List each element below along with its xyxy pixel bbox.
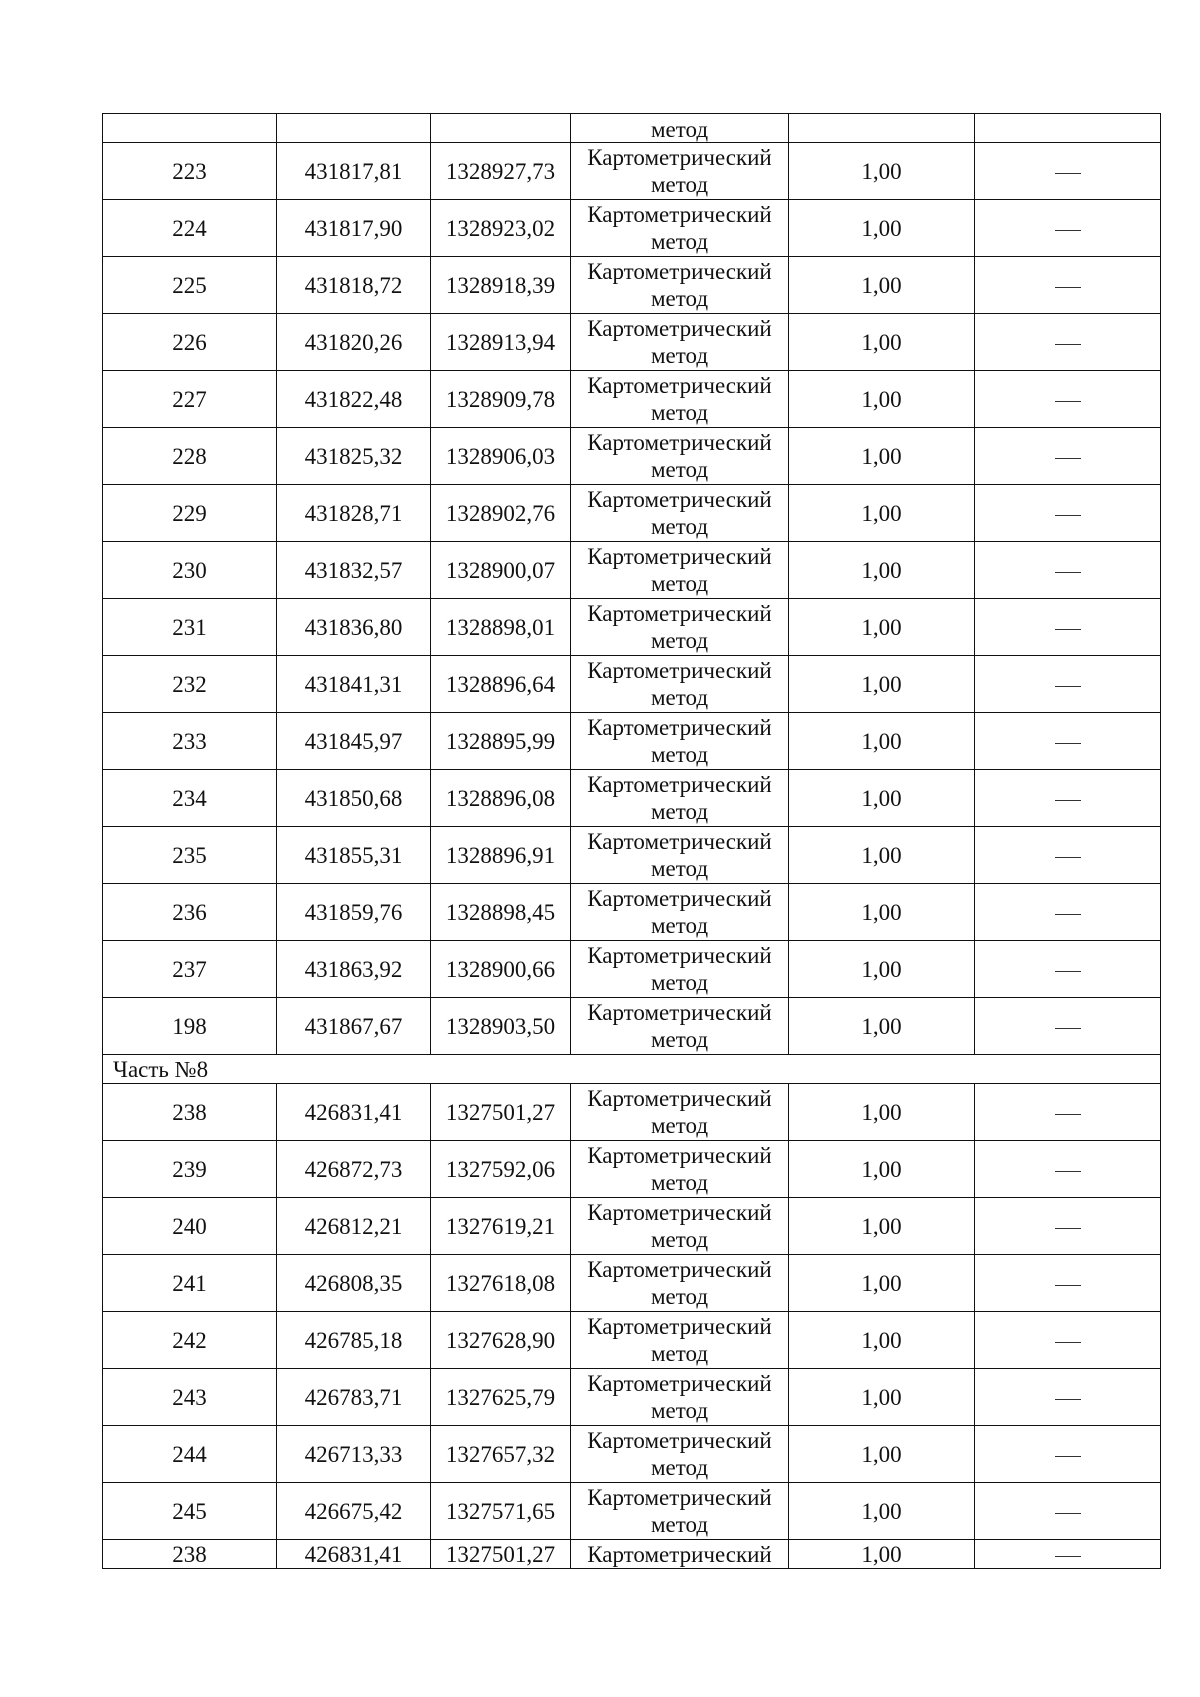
x-coordinate-cell: 431828,71 (277, 485, 431, 542)
point-number-cell: 198 (103, 998, 277, 1055)
y-coordinate-cell (431, 114, 571, 143)
description-cell (975, 1255, 1161, 1312)
method-line-1: Картометрический (587, 259, 772, 284)
point-number-cell: 230 (103, 542, 277, 599)
accuracy-cell: 1,00 (789, 1426, 975, 1483)
y-coordinate-cell: 1327592,06 (431, 1141, 571, 1198)
table-row (103, 314, 1161, 371)
x-coordinate-cell: 431836,80 (277, 599, 431, 656)
method-cell (571, 1198, 789, 1255)
y-coordinate-cell: 1328902,76 (431, 485, 571, 542)
point-number-cell: 239 (103, 1141, 277, 1198)
method-cell (571, 1141, 789, 1198)
x-coordinate-cell: 431855,31 (277, 827, 431, 884)
x-coordinate-cell: 431818,72 (277, 257, 431, 314)
x-coordinate-cell: 431863,92 (277, 941, 431, 998)
dash-mark (1055, 1171, 1081, 1172)
method-line-1: Картометрический (587, 658, 772, 683)
accuracy-cell: 1,00 (789, 1483, 975, 1540)
x-coordinate-cell: 431859,76 (277, 884, 431, 941)
method-line-1: Картометрический (587, 601, 772, 626)
point-number-cell: 238 (103, 1084, 277, 1141)
y-coordinate-cell: 1328896,08 (431, 770, 571, 827)
method-line-2: метод (650, 1512, 709, 1537)
y-coordinate-cell: 1328900,07 (431, 542, 571, 599)
y-coordinate-cell: 1327625,79 (431, 1369, 571, 1426)
method-cell (571, 884, 789, 941)
table-row (103, 770, 1161, 827)
method-line-1: Картометрический (587, 1314, 772, 1339)
accuracy-cell: 1,00 (789, 599, 975, 656)
accuracy-cell: 1,00 (789, 485, 975, 542)
point-number-cell: 234 (103, 770, 277, 827)
accuracy-cell: 1,00 (789, 1255, 975, 1312)
y-coordinate-cell: 1327501,27 (431, 1540, 571, 1569)
y-coordinate-cell: 1328903,50 (431, 998, 571, 1055)
y-coordinate-cell: 1328896,91 (431, 827, 571, 884)
x-coordinate-cell: 426675,42 (277, 1483, 431, 1540)
method-line-2: метод (650, 742, 709, 767)
method-line-2: метод (650, 286, 709, 311)
dash-mark (1055, 1114, 1081, 1115)
y-coordinate-cell: 1328895,99 (431, 713, 571, 770)
accuracy-cell (789, 114, 975, 143)
table-row (103, 998, 1161, 1055)
x-coordinate-cell: 426831,41 (277, 1540, 431, 1569)
dash-mark (1055, 230, 1081, 231)
accuracy-cell: 1,00 (789, 1540, 975, 1569)
x-coordinate-cell: 431825,32 (277, 428, 431, 485)
method-cell (571, 314, 789, 371)
method-line-1: Картометрический (587, 202, 772, 227)
method-cell (571, 371, 789, 428)
method-cell (571, 1084, 789, 1141)
y-coordinate-cell: 1328918,39 (431, 257, 571, 314)
y-coordinate-cell: 1327657,32 (431, 1426, 571, 1483)
y-coordinate-cell: 1328896,64 (431, 656, 571, 713)
dash-mark (1055, 1285, 1081, 1286)
method-cell (571, 1255, 789, 1312)
description-cell (975, 1312, 1161, 1369)
description-cell (975, 428, 1161, 485)
point-number-cell: 238 (103, 1540, 277, 1569)
accuracy-cell: 1,00 (789, 314, 975, 371)
y-coordinate-cell: 1328898,45 (431, 884, 571, 941)
table-row (103, 1426, 1161, 1483)
accuracy-cell: 1,00 (789, 656, 975, 713)
y-coordinate-cell: 1327618,08 (431, 1255, 571, 1312)
x-coordinate-cell: 431832,57 (277, 542, 431, 599)
point-number-cell: 243 (103, 1369, 277, 1426)
table-row (103, 941, 1161, 998)
x-coordinate-cell: 431820,26 (277, 314, 431, 371)
x-coordinate-cell: 426783,71 (277, 1369, 431, 1426)
point-number-cell: 223 (103, 143, 277, 200)
method-line-2: метод (650, 1341, 709, 1366)
method-line-2: метод (650, 514, 709, 539)
table-row (103, 542, 1161, 599)
method-cell: Картометрический (571, 1540, 789, 1569)
y-coordinate-cell: 1327501,27 (431, 1084, 571, 1141)
x-coordinate-cell: 431841,31 (277, 656, 431, 713)
method-line-2: метод (650, 229, 709, 254)
method-line-1: Картометрический (587, 943, 772, 968)
y-coordinate-cell: 1327619,21 (431, 1198, 571, 1255)
method-line-2: метод (650, 913, 709, 938)
y-coordinate-cell: 1328900,66 (431, 941, 571, 998)
method-line-2: метод (650, 1455, 709, 1480)
table-row (103, 1198, 1161, 1255)
table-row (103, 485, 1161, 542)
description-cell (975, 542, 1161, 599)
dash-mark (1055, 1342, 1081, 1343)
accuracy-cell: 1,00 (789, 770, 975, 827)
table-row (103, 200, 1161, 257)
method-line-2: метод (650, 1027, 709, 1052)
y-coordinate-cell: 1328923,02 (431, 200, 571, 257)
point-number-cell (103, 114, 277, 143)
table-row (103, 1141, 1161, 1198)
x-coordinate-cell: 426812,21 (277, 1198, 431, 1255)
accuracy-cell: 1,00 (789, 998, 975, 1055)
method-line-1: Картометрический (587, 1143, 772, 1168)
method-line-2: метод (650, 685, 709, 710)
dash-mark (1055, 287, 1081, 288)
point-number-cell: 232 (103, 656, 277, 713)
method-line-2: метод (650, 343, 709, 368)
dash-mark (1055, 1456, 1081, 1457)
section-header-row (103, 1055, 1161, 1084)
x-coordinate-cell: 426872,73 (277, 1141, 431, 1198)
accuracy-cell: 1,00 (789, 827, 975, 884)
method-line-2: метод (650, 856, 709, 881)
method-line-2: метод (650, 571, 709, 596)
x-coordinate-cell: 431845,97 (277, 713, 431, 770)
method-cell (571, 656, 789, 713)
description-cell (975, 371, 1161, 428)
description-cell (975, 257, 1161, 314)
coordinates-table (102, 113, 1161, 1569)
x-coordinate-cell: 426831,41 (277, 1084, 431, 1141)
method-cell (571, 599, 789, 656)
dash-mark (1055, 686, 1081, 687)
description-cell (975, 485, 1161, 542)
accuracy-cell: 1,00 (789, 941, 975, 998)
description-cell (975, 1369, 1161, 1426)
point-number-cell: 224 (103, 200, 277, 257)
dash-mark (1055, 629, 1081, 630)
method-line-1: Картометрический (587, 430, 772, 455)
method-cell (571, 1369, 789, 1426)
method-line-1: Картометрический (587, 316, 772, 341)
x-coordinate-cell: 431822,48 (277, 371, 431, 428)
accuracy-cell: 1,00 (789, 1312, 975, 1369)
method-line-2: метод (650, 970, 709, 995)
accuracy-cell: 1,00 (789, 257, 975, 314)
point-number-cell: 233 (103, 713, 277, 770)
x-coordinate-cell: 426808,35 (277, 1255, 431, 1312)
x-coordinate-cell: 431850,68 (277, 770, 431, 827)
method-cell (571, 713, 789, 770)
description-cell (975, 1198, 1161, 1255)
method-line-1: Картометрический (587, 373, 772, 398)
dash-mark (1055, 173, 1081, 174)
x-coordinate-cell: 431817,90 (277, 200, 431, 257)
table-row (103, 599, 1161, 656)
accuracy-cell: 1,00 (789, 713, 975, 770)
method-line-2: метод (650, 1113, 709, 1138)
description-cell (975, 599, 1161, 656)
description-cell (975, 1426, 1161, 1483)
table-row (103, 1084, 1161, 1141)
accuracy-cell: 1,00 (789, 884, 975, 941)
coordinates-table-body (103, 114, 1161, 1569)
accuracy-cell: 1,00 (789, 143, 975, 200)
point-number-cell: 235 (103, 827, 277, 884)
dash-mark (1055, 1513, 1081, 1514)
y-coordinate-cell: 1328909,78 (431, 371, 571, 428)
x-coordinate-cell (277, 114, 431, 143)
point-number-cell: 227 (103, 371, 277, 428)
description-cell (975, 941, 1161, 998)
table-row (103, 428, 1161, 485)
dash-mark (1055, 743, 1081, 744)
dash-mark (1055, 1556, 1081, 1557)
x-coordinate-cell: 431817,81 (277, 143, 431, 200)
table-row (103, 1540, 1161, 1569)
description-cell (975, 713, 1161, 770)
method-line-1: Картометрический (587, 772, 772, 797)
point-number-cell: 236 (103, 884, 277, 941)
point-number-cell: 229 (103, 485, 277, 542)
method-line-2: метод (650, 1284, 709, 1309)
dash-mark (1055, 401, 1081, 402)
description-cell (975, 143, 1161, 200)
method-line-1: Картометрический (587, 829, 772, 854)
y-coordinate-cell: 1328898,01 (431, 599, 571, 656)
table-row (103, 1255, 1161, 1312)
dash-mark (1055, 1028, 1081, 1029)
dash-mark (1055, 515, 1081, 516)
description-cell (975, 1084, 1161, 1141)
point-number-cell: 245 (103, 1483, 277, 1540)
table-row (103, 713, 1161, 770)
method-line-2: метод (650, 172, 709, 197)
section-title: Часть №8 (103, 1055, 1161, 1084)
point-number-cell: 237 (103, 941, 277, 998)
table-row (103, 884, 1161, 941)
point-number-cell: 242 (103, 1312, 277, 1369)
method-line-2: метод (650, 1170, 709, 1195)
y-coordinate-cell: 1328927,73 (431, 143, 571, 200)
dash-mark (1055, 458, 1081, 459)
method-line-2: метод (650, 628, 709, 653)
method-line-1: Картометрический (587, 715, 772, 740)
description-cell (975, 314, 1161, 371)
y-coordinate-cell: 1328913,94 (431, 314, 571, 371)
point-number-cell: 231 (103, 599, 277, 656)
description-cell (975, 770, 1161, 827)
table-row (103, 371, 1161, 428)
method-cell (571, 770, 789, 827)
dash-mark (1055, 800, 1081, 801)
table-row (103, 1483, 1161, 1540)
method-cell (571, 998, 789, 1055)
y-coordinate-cell: 1328906,03 (431, 428, 571, 485)
method-line-1: Картометрический (587, 1000, 772, 1025)
method-cell (571, 143, 789, 200)
method-line-1: Картометрический (587, 1086, 772, 1111)
point-number-cell: 225 (103, 257, 277, 314)
method-line-2: метод (650, 1227, 709, 1252)
x-coordinate-cell: 426713,33 (277, 1426, 431, 1483)
description-cell (975, 656, 1161, 713)
method-line-2: метод (650, 1398, 709, 1423)
accuracy-cell: 1,00 (789, 371, 975, 428)
x-coordinate-cell: 426785,18 (277, 1312, 431, 1369)
description-cell (975, 1141, 1161, 1198)
accuracy-cell: 1,00 (789, 428, 975, 485)
method-cell (571, 200, 789, 257)
method-line-2: метод (650, 400, 709, 425)
method-line-1: Картометрический (587, 886, 772, 911)
accuracy-cell: 1,00 (789, 1141, 975, 1198)
method-cell (571, 827, 789, 884)
method-cell (571, 257, 789, 314)
method-cell (571, 428, 789, 485)
x-coordinate-cell: 431867,67 (277, 998, 431, 1055)
point-number-cell: 241 (103, 1255, 277, 1312)
table-row (103, 1312, 1161, 1369)
method-line-1: Картометрический (587, 487, 772, 512)
accuracy-cell: 1,00 (789, 1198, 975, 1255)
point-number-cell: 228 (103, 428, 277, 485)
method-line-1: Картометрический (587, 145, 772, 170)
description-cell (975, 1540, 1161, 1569)
description-cell (975, 827, 1161, 884)
description-cell (975, 200, 1161, 257)
accuracy-cell: 1,00 (789, 200, 975, 257)
y-coordinate-cell: 1327628,90 (431, 1312, 571, 1369)
method-cell (571, 1426, 789, 1483)
dash-mark (1055, 572, 1081, 573)
description-cell (975, 998, 1161, 1055)
method-line-2: метод (650, 457, 709, 482)
dash-mark (1055, 857, 1081, 858)
method-line-1: Картометрический (587, 1200, 772, 1225)
table-row (103, 1369, 1161, 1426)
dash-mark (1055, 971, 1081, 972)
table-row (103, 143, 1161, 200)
point-number-cell: 240 (103, 1198, 277, 1255)
method-cell (571, 1483, 789, 1540)
method-line-1: Картометрический (587, 1428, 772, 1453)
dash-mark (1055, 1228, 1081, 1229)
dash-mark (1055, 344, 1081, 345)
description-cell (975, 884, 1161, 941)
point-number-cell: 244 (103, 1426, 277, 1483)
table-row (103, 257, 1161, 314)
accuracy-cell: 1,00 (789, 1084, 975, 1141)
table-row (103, 656, 1161, 713)
method-cell: метод (571, 114, 789, 143)
accuracy-cell: 1,00 (789, 542, 975, 599)
accuracy-cell: 1,00 (789, 1369, 975, 1426)
method-line-2: метод (650, 799, 709, 824)
method-cell (571, 485, 789, 542)
continued-row (103, 114, 1161, 143)
method-line-1: Картометрический (587, 1371, 772, 1396)
method-cell (571, 542, 789, 599)
method-line-1: Картометрический (587, 544, 772, 569)
method-cell (571, 941, 789, 998)
method-line-1: Картометрический (587, 1257, 772, 1282)
method-cell (571, 1312, 789, 1369)
description-cell (975, 114, 1161, 143)
table-row (103, 827, 1161, 884)
dash-mark (1055, 914, 1081, 915)
method-line-1: Картометрический (587, 1485, 772, 1510)
point-number-cell: 226 (103, 314, 277, 371)
description-cell (975, 1483, 1161, 1540)
y-coordinate-cell: 1327571,65 (431, 1483, 571, 1540)
dash-mark (1055, 1399, 1081, 1400)
